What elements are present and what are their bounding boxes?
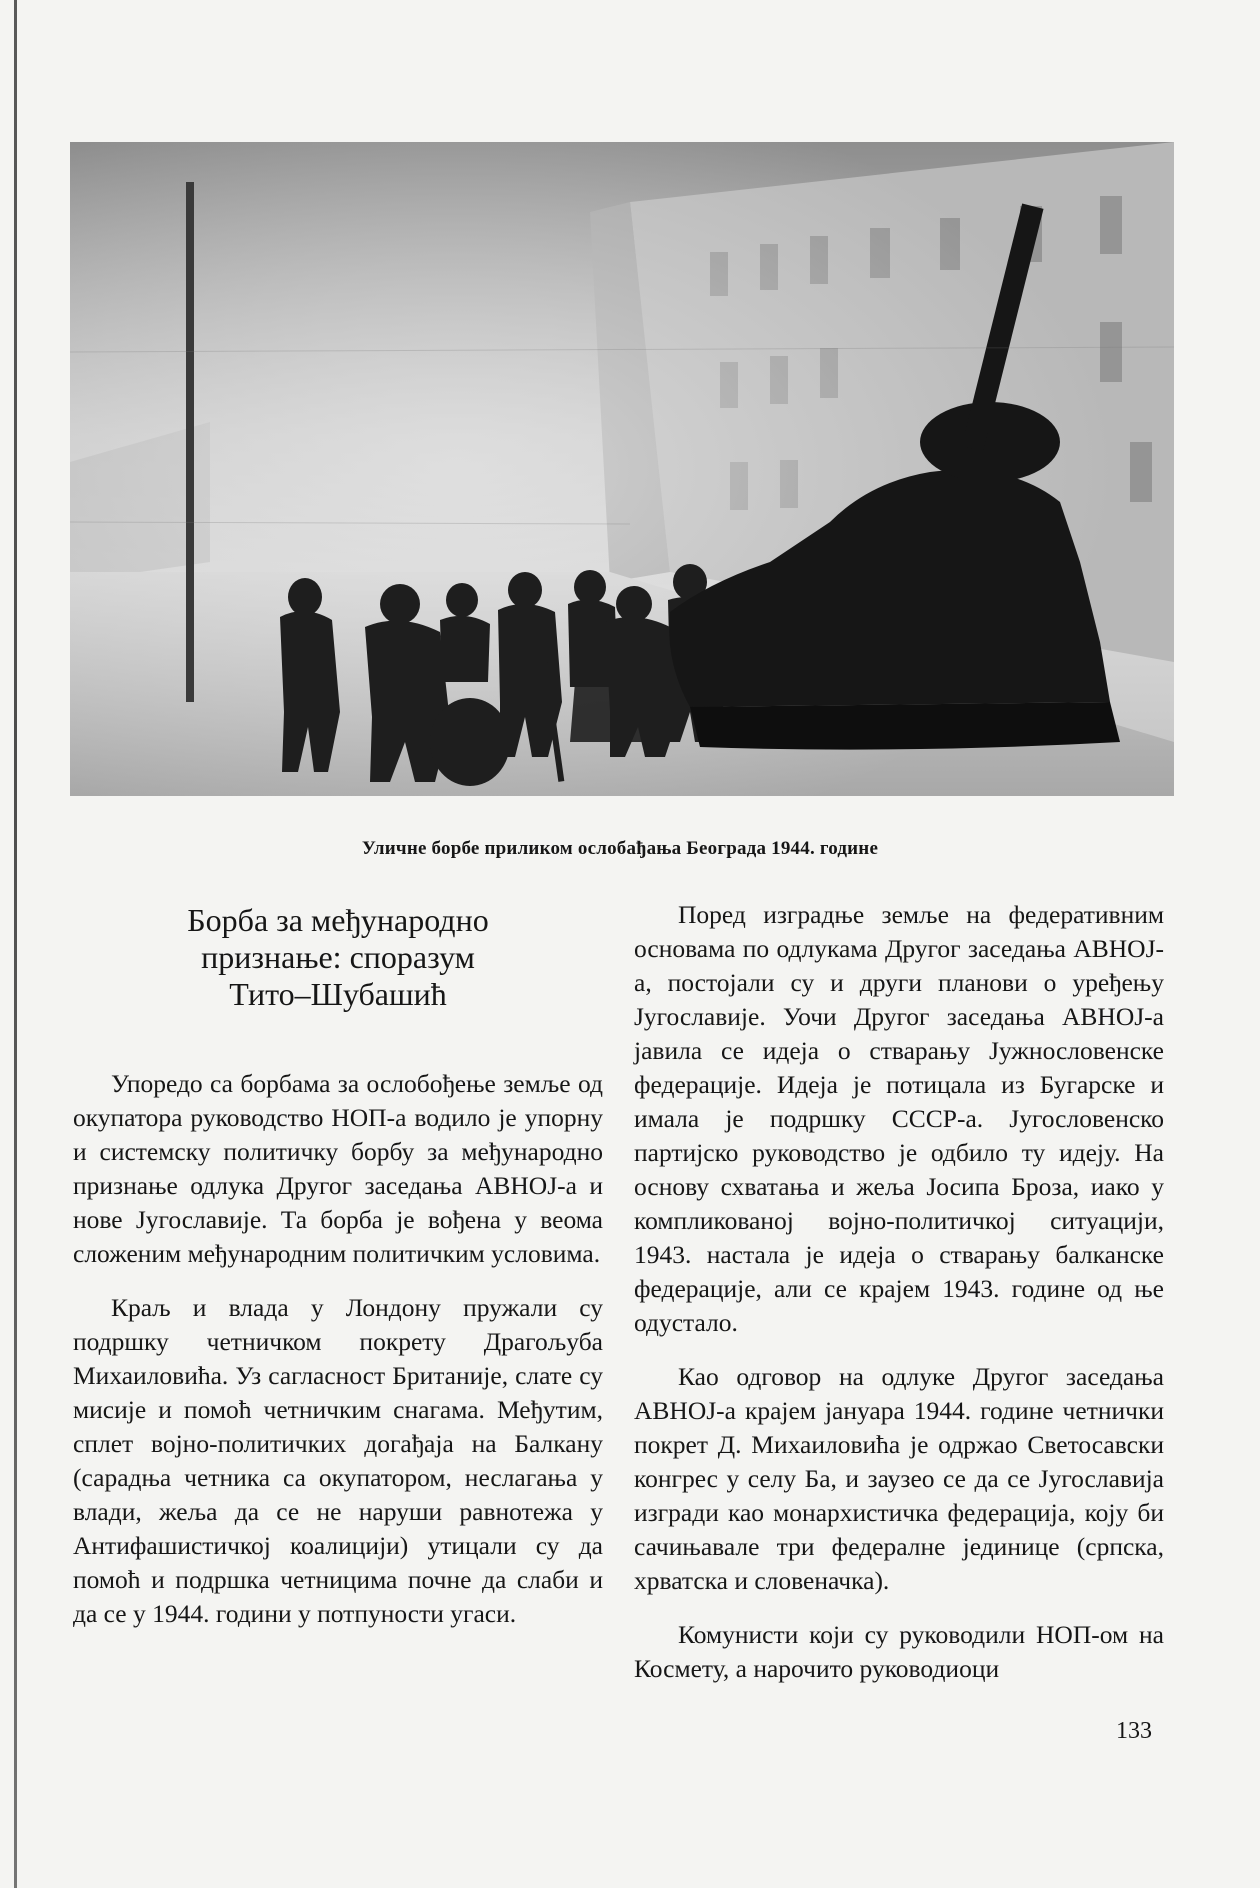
body-paragraph: Упоредо са борбама за ослобођење земље од окупатора руководство НОП-а водило је упорну и системску политичку борбу за међународно признање одлука Другог заседања АВНОЈ-а и нове Југославије. Та борба је вођена у веома сложеним међународним политичким условима.	[73, 1069, 603, 1268]
photo-caption: Уличне борбе приликом ослобађања Београда 1944. године	[361, 838, 879, 859]
body-paragraph: Комунисти који су руководили НОП-ом на Космету, а нарочито руководиоци	[634, 1620, 1164, 1683]
body-paragraph: Као одговор на одлуке Другог заседања АВНОЈ-а крајем јануара 1944. године четнички покрет Д. Михаиловића је одржао Светосавски конгрес у селу Ба, и заузео се да се Југославија изгради као монархистичка федерација, коју би сачињавале три федералне јединице (српска, хрватска и словеначка).	[634, 1362, 1164, 1595]
heading-line: Тито–Шубашић	[229, 976, 447, 1012]
page-number: 133	[1116, 1718, 1152, 1744]
page-binding-edge	[14, 0, 17, 1888]
heading-line: признање: споразум	[201, 939, 475, 975]
left-column	[73, 898, 603, 1651]
section-heading	[73, 902, 603, 1013]
heading-line: Борба за међународно	[187, 902, 489, 938]
body-paragraph: Поред изградње земље на федеративним основама по одлукама Другог заседања АВНОЈ-а, постојали су и други планови о уређењу Југославије. Уочи Другог заседања АВНОЈ-а јавила се идеја о стварању Јужнословенске федерације. Идеја је потицала из Бугарске и имала је подршку СССР-а. Југословенско партијско руководство је одбило ту идеју. На основу схватања и жеља Јосипа Броза, иако у компликованој војно-политичкој ситуацији, 1943. настала је идеја о стварању балканске федерације, али се крајем 1943. године од ње одустало.	[634, 900, 1164, 1337]
right-column	[634, 898, 1164, 1706]
street-fighting-photo	[70, 142, 1174, 796]
body-paragraph: Краљ и влада у Лондону пружали су подршку четничком покрету Драгољуба Михаиловића. Уз сагласност Британије, слате су мисије и помоћ четничким снагама. Међутим, сплет војно-политичких догађаја на Балкану (сарадња четника са окупатором, неслагања у влади, жеља да се не наруши равнотежа у Антифашистичкој коалицији) утицали су да помоћ и подршка четницима почне да слаби и да се у 1944. години у потпуности угаси.	[73, 1293, 603, 1628]
